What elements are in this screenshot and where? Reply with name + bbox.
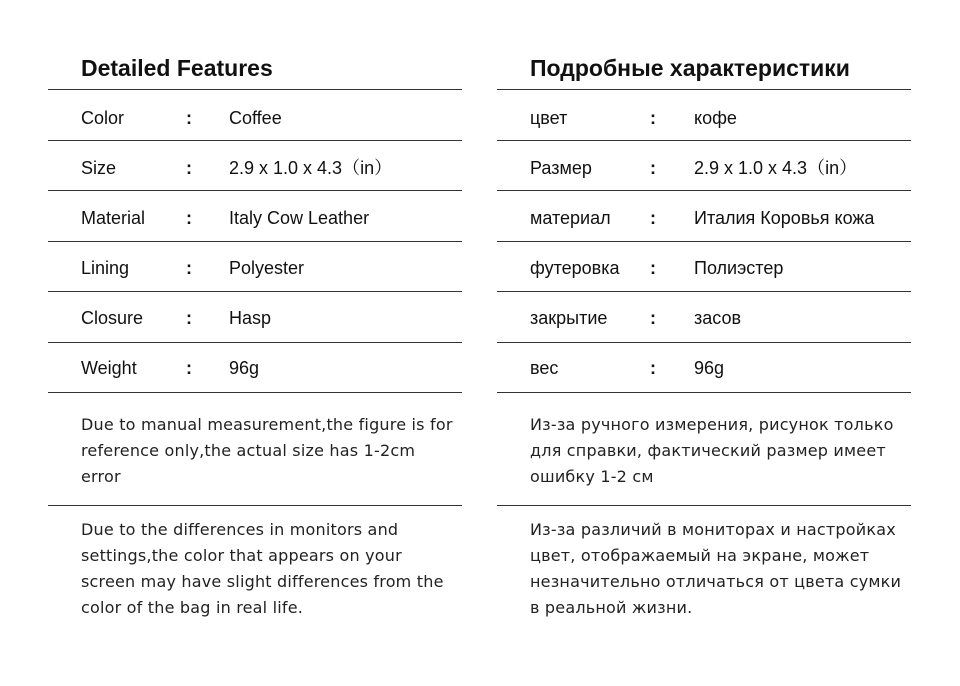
feature-label: материал [530,208,611,228]
feature-value: Hasp [229,308,272,328]
feature-label: закрытие [530,308,608,328]
divider [497,505,911,506]
divider [48,241,462,242]
feature-colon: : [186,108,192,128]
feature-label: Размер [530,158,592,178]
feature-row-color [48,93,462,143]
feature-label: Material [81,208,146,228]
feature-row-closure [497,293,911,343]
measurement-note: Из-за ручного измерения, рисунок только для справки, фактический размер имеет ошибку 1-2 см [530,415,894,486]
feature-value: Coffee [229,108,282,128]
feature-row-lining [497,243,911,293]
feature-row-size [48,143,462,193]
feature-value: Полиэстер [694,258,784,278]
page-title: Detailed Features [81,55,273,81]
divider [48,291,462,292]
feature-row-color [497,93,911,143]
feature-label: Color [81,108,125,128]
feature-row-size [497,143,911,193]
feature-value: Италия Коровья кожа [694,208,875,228]
divider [48,140,462,141]
feature-value: засов [694,308,742,328]
feature-row-lining [48,243,462,293]
feature-value: 2.9 x 1.0 x 4.3（in） [694,158,858,178]
feature-label: Lining [81,258,130,278]
feature-row-weight [48,343,462,393]
feature-value: 2.9 x 1.0 x 4.3（in） [229,158,393,178]
feature-colon: : [650,308,656,328]
feature-label: Size [81,158,117,178]
feature-colon: : [650,158,656,178]
feature-colon: : [650,358,656,378]
divider [497,291,911,292]
feature-value: Polyester [229,258,305,278]
feature-colon: : [186,358,192,378]
feature-row-material [497,193,911,243]
divider [497,241,911,242]
divider [497,392,911,393]
feature-label: Closure [81,308,144,328]
feature-row-material [48,193,462,243]
feature-value: кофе [694,108,737,128]
feature-colon: : [186,208,192,228]
feature-label: футеровка [530,258,620,278]
feature-colon: : [186,158,192,178]
measurement-note: Due to manual measurement,the figure is for reference only,the actual size has 1-2cm error [81,415,453,486]
color-note: Due to the differences in monitors and settings,the color that appears on your screen may have slight differences from the color of the bag in real life. [81,520,444,617]
divider [497,140,911,141]
feature-label: Weight [81,358,137,378]
color-note: Из-за различий в мониторах и настройках цвет, отображаемый на экране, может незначительно отличаться от цвета сумки в реальной жизни. [530,520,902,617]
feature-row-weight [497,343,911,393]
feature-colon: : [650,258,656,278]
feature-colon: : [650,208,656,228]
feature-value: 96g [694,358,725,378]
divider [48,505,462,506]
page-title: Подробные характеристики [530,55,850,81]
divider [497,89,911,90]
divider [48,89,462,90]
feature-colon: : [650,108,656,128]
feature-label: цвет [530,108,568,128]
feature-colon: : [186,258,192,278]
feature-colon: : [186,308,192,328]
feature-row-closure [48,293,462,343]
divider [497,190,911,191]
feature-value: 96g [229,358,260,378]
divider [48,190,462,191]
feature-label: вес [530,358,559,378]
divider [48,392,462,393]
feature-value: Italy Cow Leather [229,208,370,228]
